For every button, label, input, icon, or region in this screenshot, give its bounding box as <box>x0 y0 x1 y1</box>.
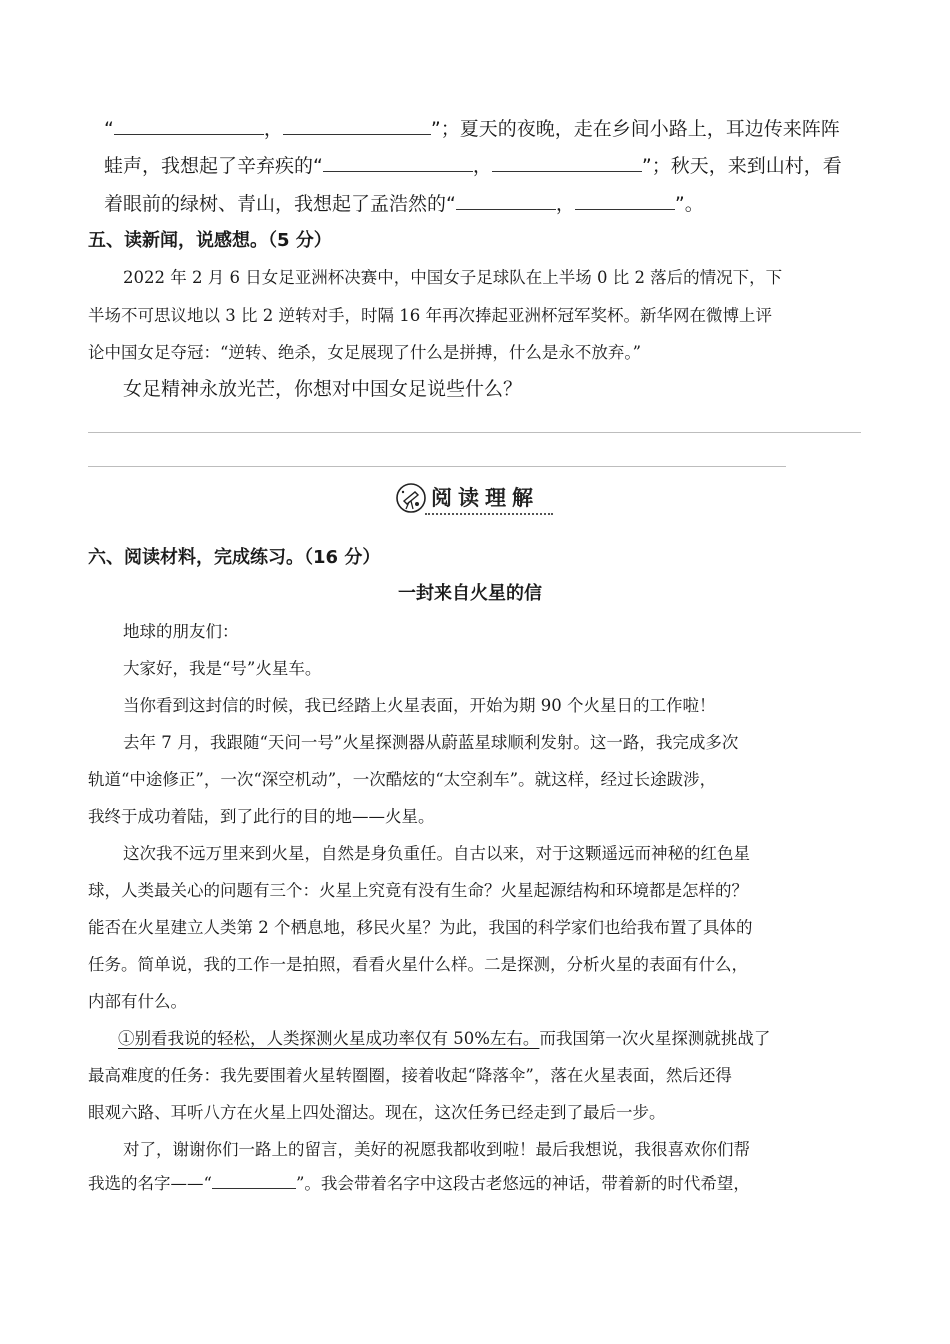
section-5-question: 女足精神永放光芒，你想对中国女足说些什么？ <box>123 378 523 400</box>
section-5-heading: 五、读新闻，说感想。（5 分） <box>88 230 332 251</box>
news-line: 论中国女足夺冠：“逆转、绝杀，女足展现了什么是拼搏，什么是永不放弃。” <box>88 343 642 362</box>
banner-underline <box>425 513 553 515</box>
article-line: 内部有什么。 <box>88 992 187 1011</box>
score: （16 分） <box>304 547 381 568</box>
comma: ， <box>555 193 575 215</box>
article-line: 大家好，我是“号”火星车。 <box>123 659 322 678</box>
quote-mark: ”。 <box>674 193 704 215</box>
score: （5 分） <box>268 230 332 251</box>
answer-line[interactable] <box>88 466 786 467</box>
answer-blank[interactable] <box>575 191 675 210</box>
poem-line-3 <box>104 191 704 217</box>
quote-mark: ” <box>641 155 652 177</box>
quote-mark: “ <box>313 155 323 177</box>
poem-text: ；秋天，来到山村，看 <box>651 155 842 177</box>
article-line: 我终于成功着陆，到了此行的目的地——火星。 <box>88 807 435 826</box>
article-line: 任务。简单说，我的工作一是拍照，看看火星什么样。二是探测，分析火星的表面有什么， <box>88 955 748 974</box>
section-6-heading: 六、阅读材料，完成练习。（16 分） <box>88 547 381 568</box>
answer-blank[interactable] <box>492 153 642 172</box>
poem-line-1 <box>104 116 840 142</box>
quote-mark: “ <box>446 193 456 215</box>
article-line: ①别看我说的轻松，人类探测火星成功率仅有 50%左右。而我国第一次火星探测就挑战了 <box>118 1029 771 1048</box>
quote-mark: ” <box>430 118 441 140</box>
answer-blank[interactable] <box>456 191 556 210</box>
comma: ， <box>263 118 283 140</box>
article-line: 去年 7 月，我跟随“天问一号”火星探测器从蔚蓝星球顺利发射。这一路，我完成多次 <box>123 733 739 752</box>
answer-blank[interactable] <box>323 153 473 172</box>
poem-text: 蛙声，我想起了辛弃疾的 <box>104 155 314 177</box>
answer-blank[interactable] <box>283 116 431 135</box>
article-line: 眼观六路、耳听八方在火星上四处溜达。现在，这次任务已经走到了最后一步。 <box>88 1103 666 1122</box>
poem-text: 着眼前的绿树、青山，我想起了孟浩然的 <box>104 193 447 215</box>
underlined-sentence-1: ①别看我说的轻松，人类探测火星成功率仅有 50%左右。 <box>118 1029 540 1048</box>
comma: ， <box>472 155 492 177</box>
banner-title: 阅读理解 <box>431 486 539 510</box>
answer-blank[interactable] <box>114 116 264 135</box>
article-line: 能否在火星建立人类第 2 个栖息地，移民火星？为此，我国的科学家们也给我布置了具体的 <box>88 918 753 937</box>
news-line: 2022 年 2 月 6 日女足亚洲杯决赛中，中国女子足球队在上半场 0 比 2 落后的情况下，下 <box>123 268 783 287</box>
poem-line-2 <box>104 153 842 179</box>
name-answer-blank[interactable] <box>212 1170 296 1189</box>
article-line: 轨道“中途修正”，一次“深空机动”，一次酷炫的“太空刹车”。就这样，经过长途跋涉， <box>88 770 717 789</box>
article-line: 球，人类最关心的问题有三个：火星上究竟有没有生命？火星起源结构和环境都是怎样的？ <box>88 881 748 900</box>
news-line: 半场不可思议地以 3 比 2 逆转对手，时隔 16 年再次捧起亚洲杯冠军奖杯。新华网在微博上评 <box>88 306 772 325</box>
article-line: 地球的朋友们： <box>123 622 239 641</box>
article-line: 当你看到这封信的时候，我已经踏上火星表面，开始为期 90 个火星日的工作啦！ <box>123 696 716 715</box>
reading-banner <box>395 478 565 518</box>
quote-mark: “ <box>104 118 114 140</box>
answer-line[interactable] <box>88 432 861 433</box>
article-title: 一封来自火星的信 <box>398 583 542 604</box>
article-line: 对了，谢谢你们一路上的留言，美好的祝愿我都收到啦！最后我想说，我很喜欢你们帮 <box>123 1140 750 1159</box>
article-line: 我选的名字——“ ”。我会带着名字中这段古老悠远的神话，带着新的时代希望， <box>88 1170 750 1197</box>
article-line: 这次我不远万里来到火星，自然是身负重任。自古以来，对于这颗遥远而神秘的红色星 <box>123 844 750 863</box>
article-line: 最高难度的任务：我先要围着火星转圈圈，接着收起“降落伞”，落在火星表面，然后还得 <box>88 1066 732 1085</box>
poem-text: ；夏天的夜晚，走在乡间小路上，耳边传来阵阵 <box>440 118 840 140</box>
telescope-icon <box>395 482 427 514</box>
